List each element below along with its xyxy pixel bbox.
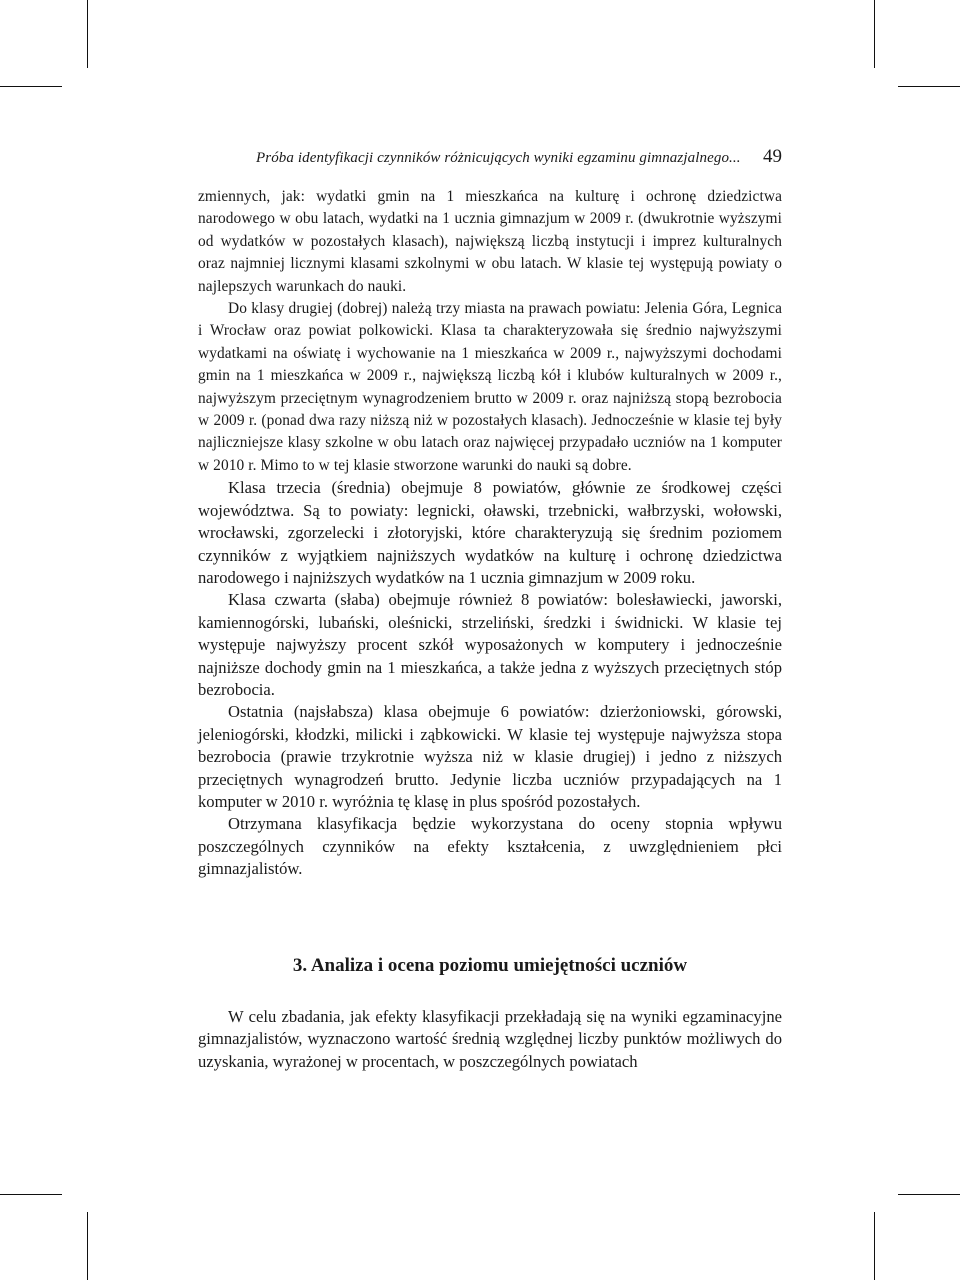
paragraph-continuation: zmiennych, jak: wydatki gmin na 1 mieszkańca na kulturę i ochronę dziedzictwa narodowego w obu latach, wydatki na 1 ucznia gimnazjum w 2009 r. (dwukrotnie wyższymi od wydatków w pozostałych klasach), największą liczbą instytucji i imprez kulturalnych oraz najmniej licznymi klasami szkolnymi w obu latach. W klasie tej występują powiaty o najlepszych warunkach do nauki. — [198, 188, 782, 295]
paragraph-class-five: Ostatnia (najsłabsza) klasa obejmuje 6 powiatów: dzierżoniowski, górowski, jeleniogórski, kłodzki, milicki i ząbkowicki. W klasie tej występuje najwyższa stopa bezrobocia (prawie trzykrotnie wyższa niż w klasie drugiej) i jedno z niższych przeciętnych wynagrodzeń brutto. Jedynie liczba uczniów przypadających na 1 komputer w 2010 r. wyróżnia tę klasę in plus spośród pozostałych. — [198, 702, 782, 811]
crop-mark-top-right-horizontal — [898, 86, 960, 87]
page-number: 49 — [763, 146, 782, 167]
crop-mark-top-left-horizontal — [0, 86, 62, 87]
crop-mark-bottom-left-horizontal — [0, 1194, 62, 1195]
section-heading: 3. Analiza i ocena poziomu umiejętności uczniów — [292, 955, 688, 976]
crop-mark-bottom-right-vertical — [874, 1212, 875, 1280]
section-paragraph: W celu zbadania, jak efekty klasyfikacji przekładają się na wyniki egzaminacyjne gimnazjalistów, wyznaczono wartość średnią względnej liczby punktów możliwych do uzyskania, wyrażonej w procentach, w poszczególnych powiatach — [198, 1007, 782, 1071]
crop-mark-bottom-left-vertical — [87, 1212, 88, 1280]
running-title: Próba identyfikacji czynników różnicujących wyniki egzaminu gimnazjalnego... — [256, 150, 741, 166]
section-body — [198, 1006, 782, 1073]
crop-mark-top-right-vertical — [874, 0, 875, 68]
paragraph-classification-use: Otrzymana klasyfikacja będzie wykorzystana do oceny stopnia wpływu poszczególnych czynników na efekty kształcenia, z uwzględnieniem płci gimnazjalistów. — [198, 814, 782, 879]
paragraph-class-three: Klasa trzecia (średnia) obejmuje 8 powiatów, głównie ze środkowej części województwa. Są to powiaty: legnicki, oławski, trzebnicki, wałbrzyski, wołowski, wrocławski, zgorzelecki i złotoryjski, które charakteryzują się średnim poziomem czynników z wyjątkiem najniższych wydatków na kulturę i ochronę dziedzictwa narodowego i najniższych wydatków na 1 ucznia gimnazjum w 2009 roku. — [198, 478, 782, 587]
page-header — [198, 148, 782, 172]
crop-mark-top-left-vertical — [87, 0, 88, 68]
paragraph-class-two: Do klasy drugiej (dobrej) należą trzy miasta na prawach powiatu: Jelenia Góra, Legnica i Wrocław oraz powiat polkowicki. Klasa ta charakteryzowała się średnio najwyższymi wydatkami na oświatę i wychowanie na 1 mieszkańca w 2009 r., najwyższymi dochodami gmin na 1 mieszkańca w 2009 r., największą liczbą kół i klubów kulturalnych w 2009 r., najwyższym przeciętnym wynagrodzeniem brutto w 2009 r. oraz najniższą stopą bezrobocia w 2009 r. (ponad dwa razy niższą niż w pozostałych klasach). Jednocześnie w klasie tej były najliczniejsze klasy szkolne w obu latach oraz najwięcej przypadało uczniów na 1 komputer w 2010 r. Mimo to w tej klasie stworzone warunki do nauki są dobre. — [198, 300, 782, 474]
paragraph-class-four: Klasa czwarta (słaba) obejmuje również 8 powiatów: bolesławiecki, jaworski, kamiennogórski, lubański, oleśnicki, strzeliński, średzki i świdnicki. W klasie tej występuje najwyższy procent szkół wyposażonych w komputery i jednocześnie najniższe dochody gmin na 1 mieszkańca, a także jedna z wyższych przeciętnych stóp bezrobocia. — [198, 590, 782, 699]
body-text — [198, 186, 782, 881]
crop-mark-bottom-right-horizontal — [898, 1194, 960, 1195]
